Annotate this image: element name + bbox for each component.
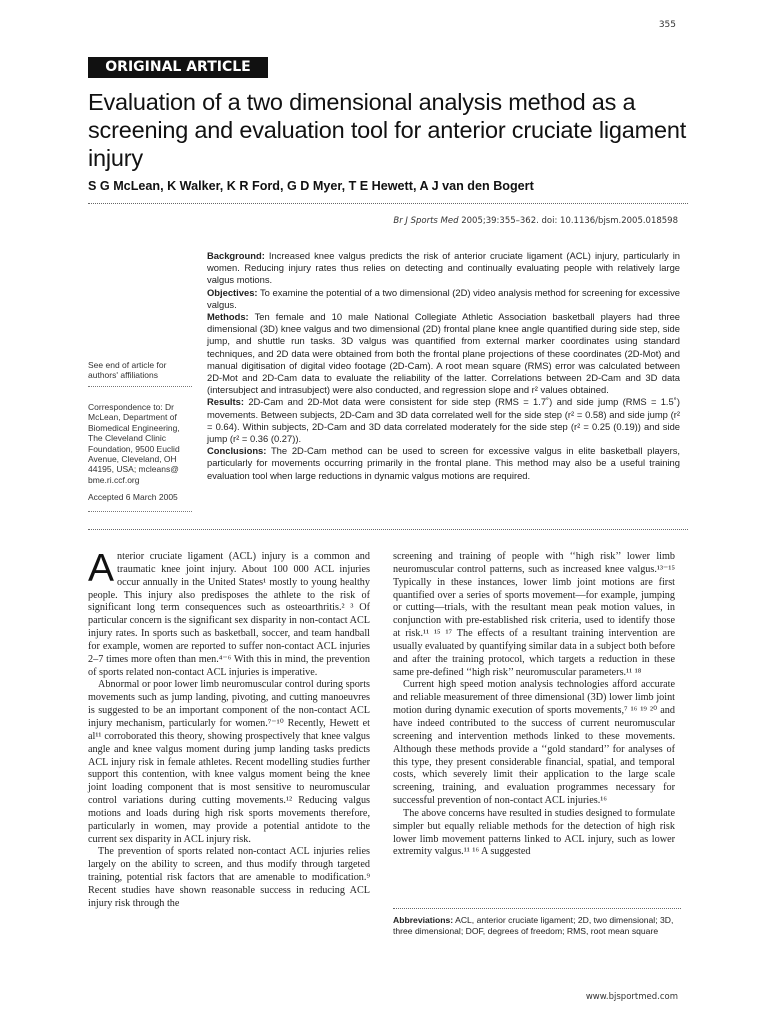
conclusions-label: Conclusions: [207, 445, 267, 457]
body-paragraph: screening and training of people with ‘‘high risk’’ lower limb neuromuscular control patterns, such as increased knee valgus.¹³⁻¹⁵ Typically in these instances, lower limb joint motions are first quantified over a series of sports movement—for example, jumping or cutting—trials, with the resultant mean peak motion values, in conjunction with pre-established risk criteria, used to identify those at risk.¹¹ ¹⁵ ¹⁷ The effects of a resultant training intervention are usually evaluated by quantifying similar data in a subject both before and after the training protocol, which targets a reduction in these same pre-defined ‘‘high risk’’ neuromuscular parameters.¹¹ ¹⁸ [393, 551, 675, 678]
body-paragraph: The above concerns have resulted in studies designed to formulate simpler but equally reliable methods for the detection of high risk lower limb movement patterns linked to ACL injury, such as lower extremity valgus.¹¹ ¹⁶ A suggested [393, 807, 675, 858]
objectives-text: To examine the potential of a two dimensional (2D) video analysis method for screening for excessive valgus. [207, 286, 680, 310]
methods-text: Ten female and 10 male National Collegiate Athletic Association basketball players had three dimensional (3D) knee valgus and two dimensional (2D) frontal plane knee angle quantified during side step, side jump, and shuttle run tasks. 3D valgus was quantified from external marker coordinates using standard techniques, and 2D data were obtained from both the frontal plane projections of these coordinates (2D-Mot) and manual digitisation of digital video footage (2D-Cam). A root mean square (RMS) error was calculated between 2D-Mot and 2D-Cam data to evaluate the reliability of the latter. Correlations between 2D-Cam and 3D data (intersubject and intrasubject) were also conducted, and regression slope and r² values obtained. [207, 311, 680, 396]
sidebar-correspondence: Correspondence to: Dr McLean, Department of Biomedical Engineering, The Cleveland Clinic Foundation, 9500 Euclid Avenue, Cleveland, OH 44195, USA; mcleans@ bme.ri.ccf.org [88, 402, 180, 485]
abbreviations-label: Abbreviations: [393, 915, 454, 925]
sidebar-accepted: Accepted 6 March 2005 [88, 492, 178, 502]
abstract-conclusions [207, 445, 680, 482]
page-number: 355 [658, 20, 676, 30]
citation [393, 216, 678, 226]
author-list: S G McLean, K Walker, K R Ford, G D Myer, T E Hewett, A J van den Bogert [88, 179, 534, 193]
section-label: ORIGINAL ARTICLE [88, 57, 268, 78]
sidebar-divider [88, 511, 192, 512]
drop-cap: A [88, 547, 115, 590]
abbreviations-text: ACL, anterior cruciate ligament; 2D, two dimensional; 3D, three dimensional; DOF, degrees of freedom; RMS, root mean square [393, 915, 674, 936]
results-label: Results: [207, 396, 244, 408]
article-title: Evaluation of a two dimensional analysis method as a screening and evaluation tool for anterior cruciate ligament injury [88, 89, 687, 171]
objectives-label: Objectives: [207, 286, 258, 298]
abstract-methods [207, 311, 680, 396]
body-paragraph: The prevention of sports related non-contact ACL injuries relies largely on the ability to screen, and thus modify through targeted training, potential risk factors that are amenable to modification.⁹ Recent studies have shown reasonable success in reducing ACL injury risk through the [88, 846, 370, 909]
abstract-divider [88, 529, 688, 530]
body-paragraph: Current high speed motion analysis technologies afford accurate and reliable measurement of three dimensional (3D) lower limb joint motion during dynamic execution of sports movements,⁷ ¹⁶ ¹⁹ ²⁰ and have indeed contributed to the success of current neuromuscular screening and intervention methods linked to these movements. Although these methods provide a ‘‘gold standard’’ for analyses of this type, they present considerable financial, spatial, and temporal costs, which severely limit their application to the large scale screening, training, and evaluation programmes necessary for successful prevention of non-contact ACL injuries.¹⁶ [393, 679, 675, 807]
abbreviations-divider [393, 908, 681, 909]
results-text: 2D-Cam and 2D-Mot data were consistent for side step (RMS = 1.7˚) and side jump (RMS = 1.5˚) movements. Between subjects, 2D-Cam and 3D data correlated well for the side step (r² = 0.58) and side jump (r² = 0.64). Within subjects, 2D-Cam and 3D data correlated moderately for the side step (r² = 0.25 (0.19)) and side jump (r² = 0.36 (0.27)). [207, 396, 680, 445]
abstract [207, 250, 680, 482]
background-text: Increased knee valgus predicts the risk of anterior cruciate ligament (ACL) injury, particularly in women. Reducing injury rates thus relies on detecting and continually evaluating people with relatively large valgus motions. [207, 250, 680, 286]
conclusions-text: The 2D-Cam method can be used to screen for excessive valgus in elite basketball players, particularly for movements occurring primarily in the frontal plane. This method may also be a useful training evaluation tool when large reductions in dynamic valgus motions are required. [207, 445, 681, 481]
background-label: Background: [207, 250, 265, 261]
body-text: nterior cruciate ligament (ACL) injury is a common and traumatic knee joint injury. About 100 000 ACL injuries occur annually in the United States¹ mostly to young healthy people. This injury also predisposes the athlete to the risk of significant long term consequences such as osteoarthritis.² ³ Of particular concern is the significant sex disparity in non-contact ACL injury rates. In sports such as basketball, soccer, and team handball for example, women are reported to suffer non-contact ACL injuries 2–7 times more often than men.⁴⁻⁶ With this in mind, the prevention of sports related non-contact ACL injuries is imperative. [88, 551, 370, 678]
citation-details: 2005;39:355–362. doi: 10.1136/bjsm.2005.018598 [458, 216, 678, 226]
abbreviations-box [393, 915, 681, 937]
title-divider [88, 203, 688, 204]
sidebar-affiliations: See end of article for authors' affiliations [88, 360, 167, 381]
footer-url[interactable]: www.bjsportmed.com [585, 992, 678, 1002]
abstract-results [207, 396, 680, 445]
body-column-right [393, 551, 675, 859]
journal-name: Br J Sports Med [393, 216, 459, 226]
body-paragraph [88, 547, 370, 679]
methods-label: Methods: [207, 311, 249, 323]
sidebar-divider [88, 386, 192, 387]
abstract-background [207, 250, 680, 287]
abstract-objectives [207, 287, 680, 311]
body-column-left [88, 547, 370, 911]
body-paragraph: Abnormal or poor lower limb neuromuscular control during sports movements such as jump landing, pivoting, and cutting manoeuvres is suggested to be an important component of the non-contact ACL injury mechanism, particularly for women.⁷⁻¹⁰ Recently, Hewett et al¹¹ corroborated this theory, showing prospectively that knee valgus angle and knee valgus moment during jump landing tasks predicts ACL injury risk in female athletes. Recent modelling studies further support this contention, with knee valgus moment being the knee joint loading component that is most sensitive to neuromuscular control variations during cutting movements.¹² Reducing valgus motions and loads during high risk sports movements therefore, particularly in women, may provide a potential antidote to the current sex disparity in ACL injury risk. [88, 679, 370, 845]
